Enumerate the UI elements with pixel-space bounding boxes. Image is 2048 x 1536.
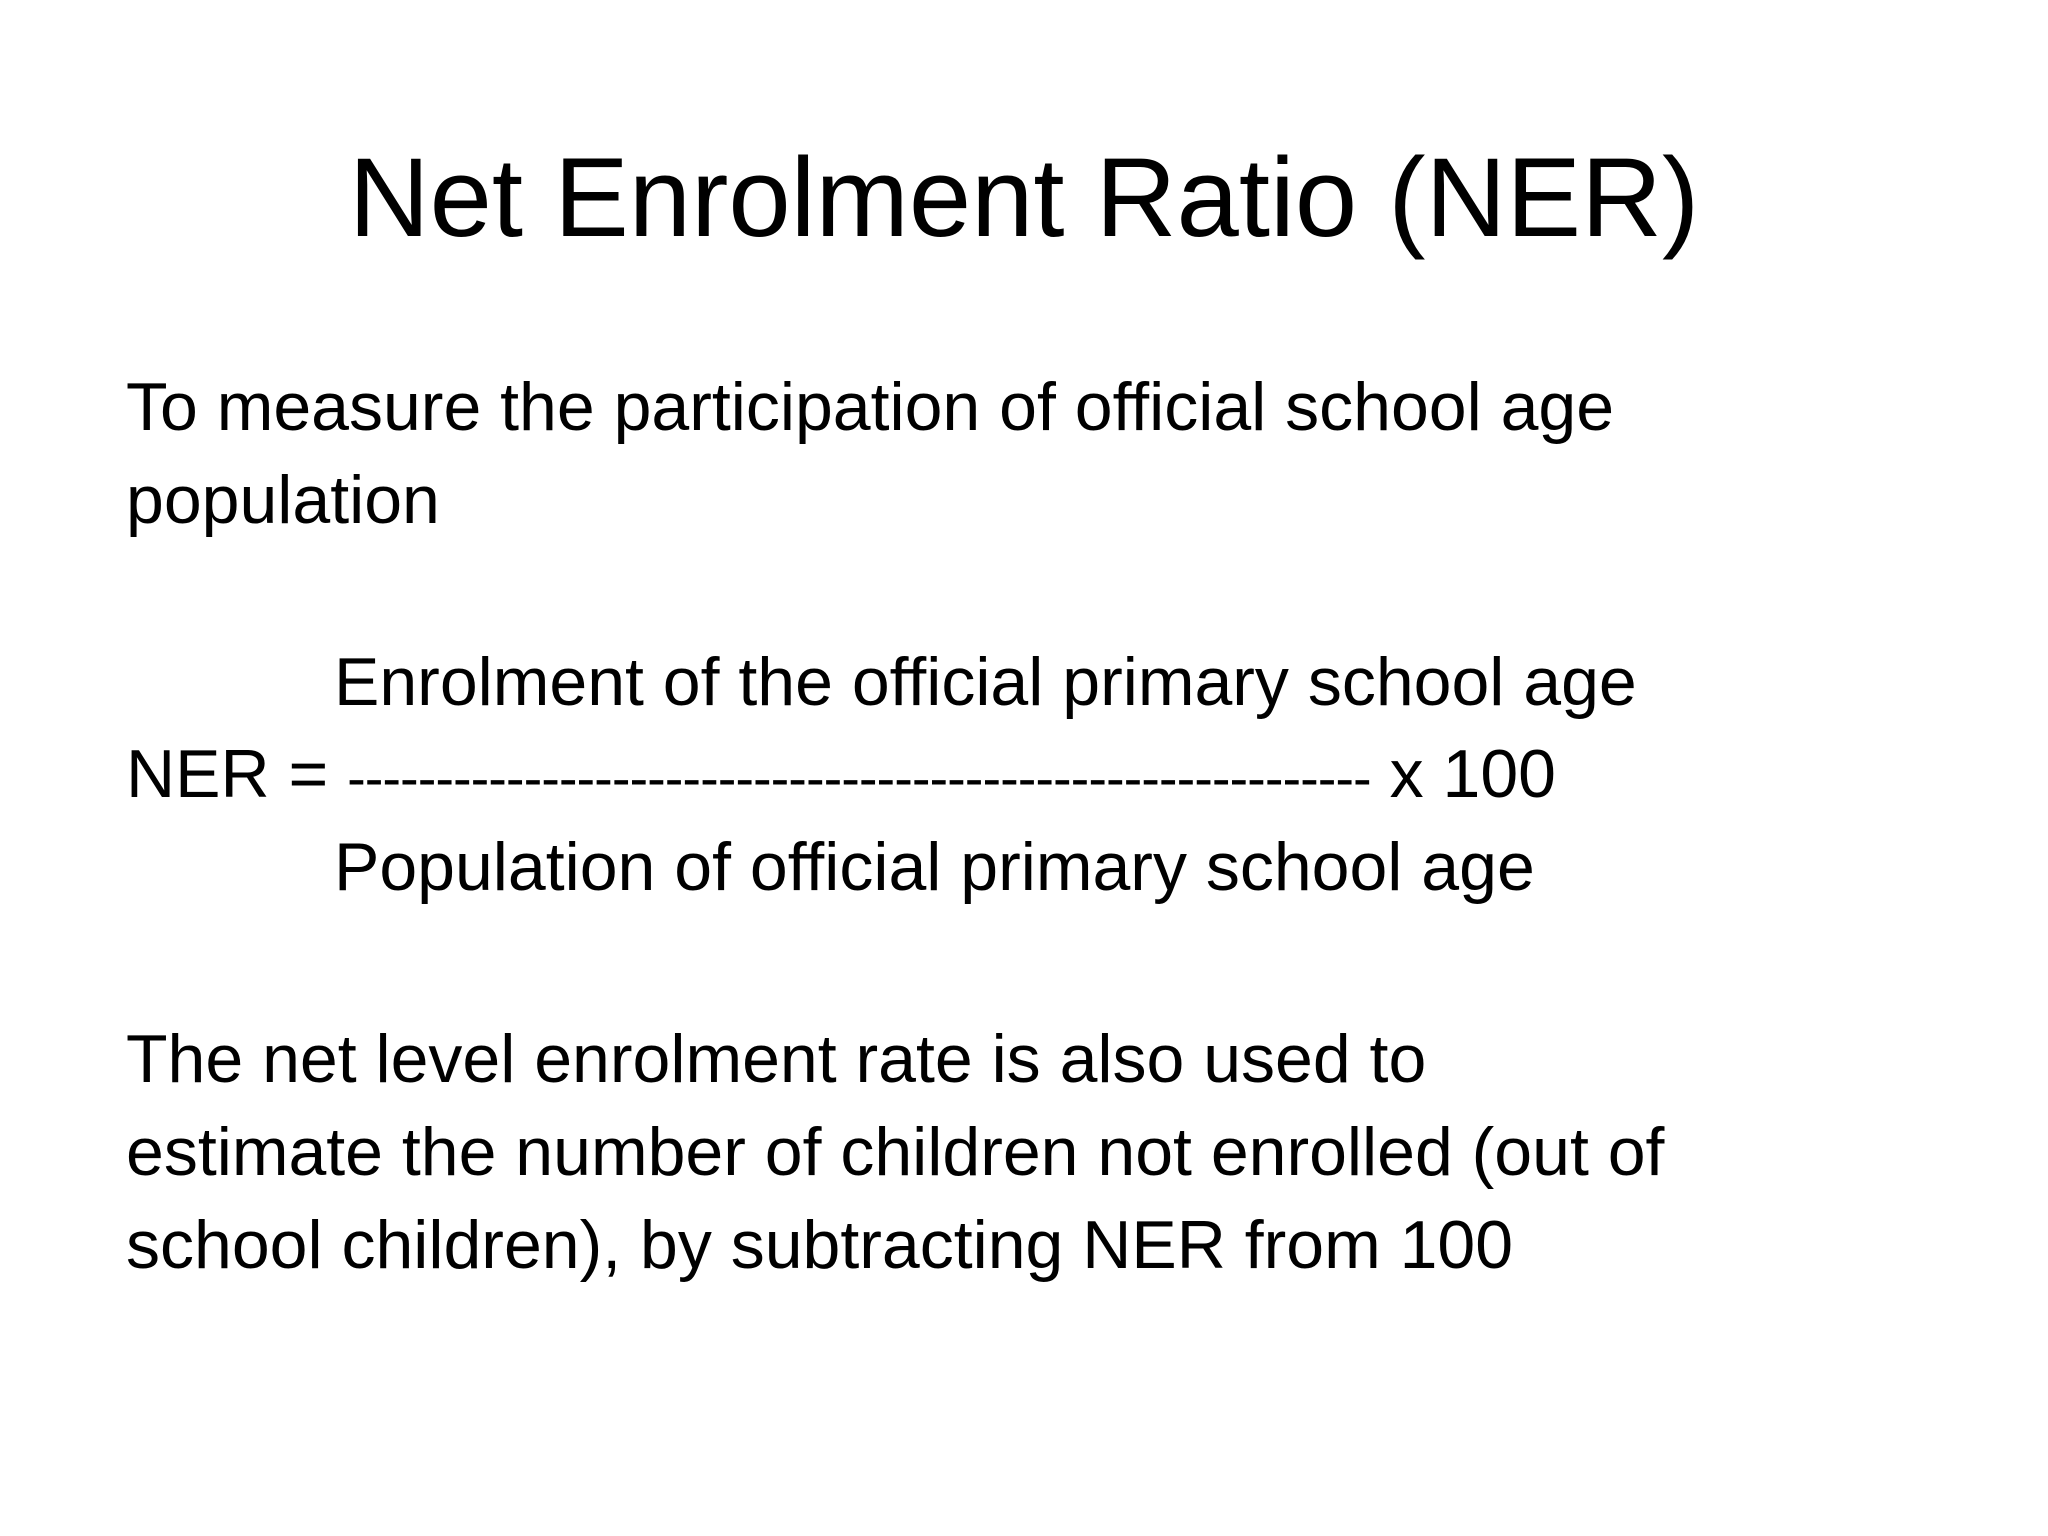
note-line-1: The net level enrolment rate is also used to [126,1021,1427,1097]
intro-line-1: To measure the participation of official school age [126,369,1615,445]
note-line-3: school children), by subtracting NER from 100 [126,1207,1514,1283]
intro-line-2: population [126,462,440,538]
formula-multiplier: x 100 [1389,736,1556,812]
formula-line [126,733,1556,819]
fraction-bar: ---------------------------------------------------------- [347,746,1371,809]
formula-numerator: Enrolment of the official primary school age [334,644,1637,720]
slide-title: Net Enrolment Ratio (NER) [348,135,1700,260]
note-line-2: estimate the number of children not enrolled (out of [126,1114,1665,1190]
formula-denominator: Population of official primary school age [334,829,1535,905]
formula-lhs: NER = [126,736,329,812]
